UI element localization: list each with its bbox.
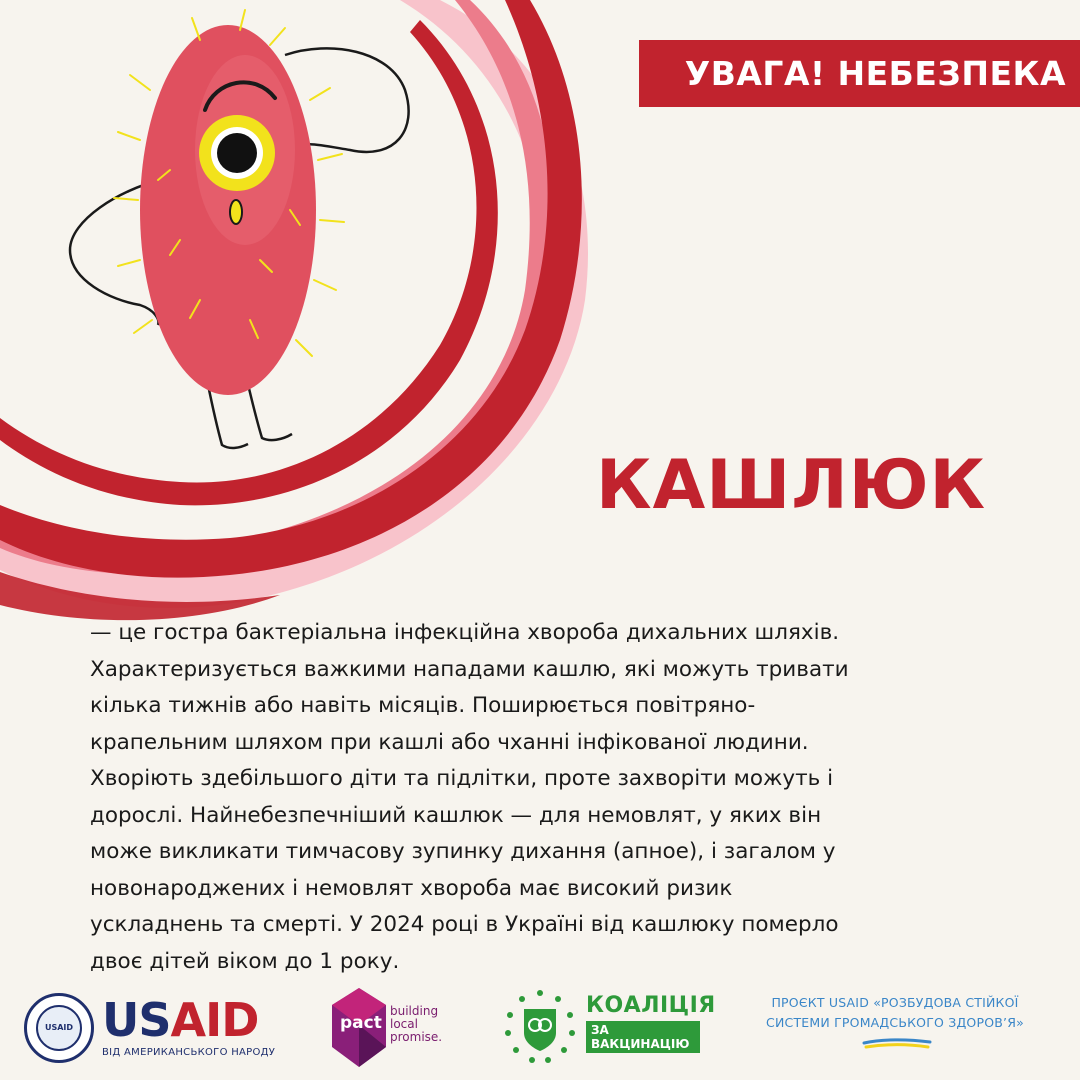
usaid-seal-text: USAID (36, 1005, 82, 1051)
description-line: ускладнень та смерті. У 2024 році в Україні від кашлюку померло (90, 912, 839, 937)
usaid-word-red: AID (170, 993, 259, 1047)
usaid-wordmark (102, 993, 276, 1058)
ukraine-flag-stroke-icon (862, 1037, 932, 1051)
description-line: може викликати тимчасову зупинку дихання (апное), і загалом у (90, 839, 836, 864)
usaid-subtitle: ВІД АМЕРИКАНСЬКОГО НАРОДУ (102, 1047, 276, 1058)
description-line: кілька тижнів або навіть місяців. Поширюється повітряно- (90, 693, 756, 718)
description-line: — це гостра бактеріальна інфекційна хвороба дихальних шляхів. (90, 620, 840, 645)
coalition-wreath-logo-icon (500, 987, 580, 1067)
bacterium-character (0, 0, 460, 470)
coalition-title: КОАЛІЦІЯ (586, 993, 716, 1018)
coalition-logo (500, 985, 716, 1070)
description-line: крапельним шляхом при кашлі або чханні інфікованої людини. (90, 729, 809, 755)
pact-tagline (390, 1005, 442, 1044)
description-line: новонароджених і немовлят хвороба має високий ризик (90, 875, 733, 901)
pact-tagline-line: promise. (390, 1030, 443, 1044)
usaid-word-blue: US (102, 993, 171, 1047)
description-line: Характеризується важкими нападами кашлю, які можуть тривати (90, 656, 849, 682)
project-title-line: СИСТЕМИ ГРОМАДСЬКОГО ЗДОРОВ’Я» (766, 1015, 1024, 1030)
warning-banner (639, 40, 1080, 107)
pact-tagline-line: building (390, 1004, 439, 1018)
pact-tagline-line: local (390, 1017, 418, 1031)
coalition-subtitle: ЗА ВАКЦИНАЦІЮ (586, 1021, 700, 1053)
description-text (90, 615, 990, 980)
warning-banner-text: УВАГА! НЕБЕЗПЕКА (684, 54, 1066, 93)
pact-word: pact (340, 1013, 382, 1033)
usaid-seal-icon (24, 993, 94, 1063)
footer-logos (0, 985, 1080, 1080)
pact-logo (324, 985, 454, 1070)
project-title (740, 993, 1050, 1033)
description-line: двоє дітей віком до 1 року. (90, 948, 400, 974)
description-line: дорослі. Найнебезпечніший кашлюк — для немовлят, у яких він (90, 802, 822, 828)
page-title: КАШЛЮК (596, 446, 987, 525)
usaid-word (102, 993, 275, 1047)
project-title-line: ПРОЄКТ USAID «РОЗБУДОВА СТІЙКОЇ (771, 995, 1019, 1010)
description-line: Хворіють здебільшого діти та підлітки, проте захворіти можуть і (90, 766, 834, 791)
usaid-logo (24, 985, 275, 1070)
